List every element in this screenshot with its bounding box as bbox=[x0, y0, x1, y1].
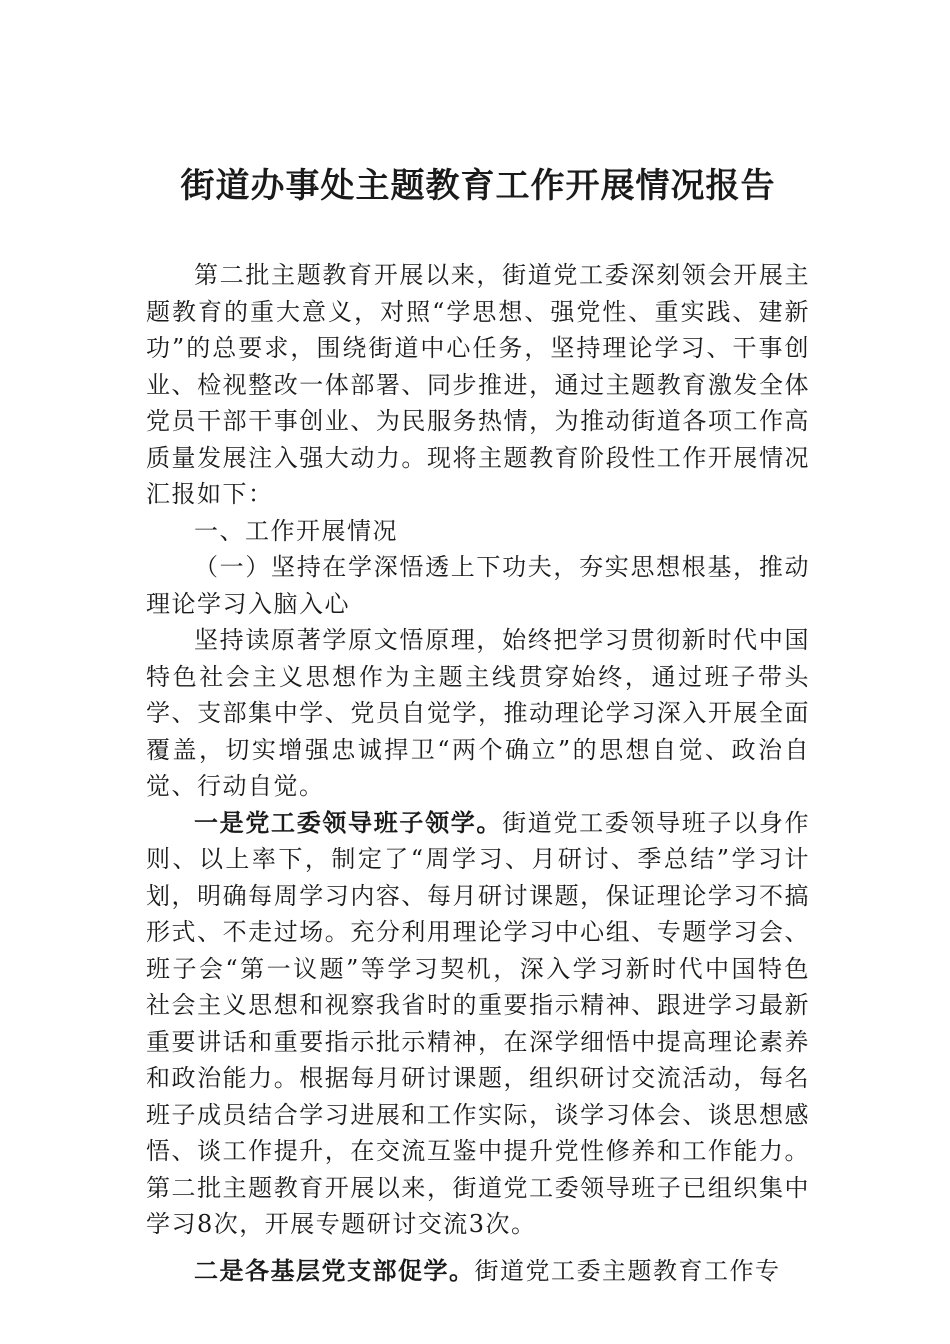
section-heading: 一、工作开展情况 bbox=[194, 516, 398, 545]
document-body bbox=[146, 257, 810, 1289]
point-two-text: 街道党工委主题教育工作专 bbox=[474, 1256, 781, 1285]
subsection-heading: （一）坚持在学深悟透上下功夫，夯实思想根基，推动理论学习入脑入心 bbox=[146, 553, 810, 618]
point-one-lead: 一是党工委领导班子领学。 bbox=[194, 807, 503, 837]
point-two-paragraph bbox=[146, 1253, 810, 1290]
point-two-lead: 二是各基层党支部促学。 bbox=[194, 1255, 475, 1285]
intro-paragraph: 第二批主题教育开展以来，街道党工委深刻领会开展主题教育的重大意义，对照“学思想、强党性、重实践、建新功”的总要求，围绕街道中心任务，坚持理论学习、干事创业、检视整改一体部署、同步推进，通过主题教育激发全体党员干部干事创业、为民服务热情，为推动街道各项工作高质量发展注入强大动力。现将主题教育阶段性工作开展情况汇报如下： bbox=[146, 261, 810, 508]
document-title: 街道办事处主题教育工作开展情况报告 bbox=[180, 166, 776, 206]
point-one-text: 街道党工委领导班子以身作则、以上率下，制定了“周学习、月研讨、季总结”学习计划，明确每周学习内容、每月研讨课题，保证理论学习不搞形式、不走过场。充分利用理论学习中心组、专题学习会、班子会“第一议题”等学习契机，深入学习新时代中国特色社会主义思想和视察我省时的重要指示精神、跟进学习最新重要讲话和重要指示批示精神，在深学细悟中提高理论素养和政治能力。根据每月研讨课题，组织研讨交流活动，每名班子成员结合学习进展和工作实际，谈学习体会、谈思想感悟、谈工作提升，在交流互鉴中提升党性修养和工作能力。第二批主题教育开展以来，街道党工委领导班子已组织集中学习8次，开展专题研讨交流3次。 bbox=[146, 808, 811, 1238]
point-one-paragraph bbox=[146, 805, 810, 1243]
subsection-paragraph: 坚持读原著学原文悟原理，始终把学习贯彻新时代中国特色社会主义思想作为主题主线贯穿始终，通过班子带头学、支部集中学、党员自觉学，推动理论学习深入开展全面覆盖，切实增强忠诚捍卫“两个确立”的思想自觉、政治自觉、行动自觉。 bbox=[146, 626, 810, 800]
